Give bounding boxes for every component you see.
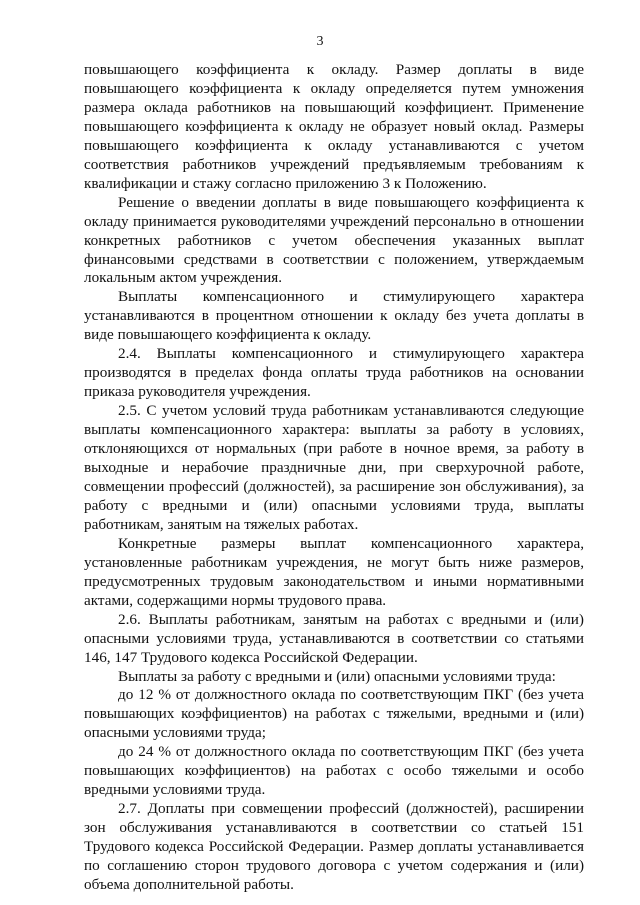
paragraph-harmful-payments-intro: Выплаты за работу с вредными и (или) опасными условиями труда: <box>118 667 556 685</box>
paragraph-coefficient-continuation: повышающего коэффициента к окладу. Размер доплаты в виде повышающего коэффициента к окладу определяется путем умножения размера оклада работников на повышающий коэффициент. Применение повышающего коэффициента к окладу не образует новый оклад. Размеры повышающего коэффициента к окладу устанавливаются с учетом соответствия работников учреждений предъявляемым требованиям к квалификации и стажу согласно приложению 3 к Положению. <box>84 61 584 192</box>
list-item-24-percent: до 24 % от должностного оклада по соответствующим ПКГ (без учета повышающих коэффициентов) на работах с особо тяжелыми и особо вредными условиями труда. <box>84 743 584 799</box>
paragraph-coefficient-decision: Решение о введении доплаты в виде повышающего коэффициента к окладу принимается руководителями учреждений персонально в отношении конкретных работников с учетом обеспечения указанных выплат финансовыми средствами в соответствии с положением, утверждаемым локальным актом учреждения. <box>84 193 584 287</box>
paragraph-2-5: 2.5. С учетом условий труда работникам устанавливаются следующие выплаты компенсационного характера: выплаты за работу в условиях, отклоняющихся от нормальных (при работе в ночное время, за работу в выходные и нерабочие праздничные дни, при сверхурочной работе, совмещении профессий (должностей), за расширение зон обслуживания), за работу с вредными и (или) опасными условиями труда, выплаты работникам, занятым на тяжелых работах. <box>84 402 584 533</box>
document-body <box>84 61 584 895</box>
page-number: 3 <box>316 34 324 49</box>
list-item-12-percent: до 12 % от должностного оклада по соответствующим ПКГ (без учета повышающих коэффициентов) на работах с тяжелыми, вредными и (или) опасными условиями труда; <box>84 686 584 742</box>
paragraph-2-7: 2.7. Доплаты при совмещении профессий (должностей), расширении зон обслуживания устанавливаются в соответствии со статьей 151 Трудового кодекса Российской Федерации. Размер доплаты устанавливается по соглашению сторон трудового договора с учетом содержания и (или) объема дополнительной работы. <box>84 800 584 893</box>
paragraph-2-6: 2.6. Выплаты работникам, занятым на работах с вредными и (или) опасными условиями труда, устанавливаются в соответствии со статьями 146, 147 Трудового кодекса Российской Федерации. <box>84 610 584 666</box>
paragraph-specific-amounts: Конкретные размеры выплат компенсационного характера, установленные работникам учреждения, не могут быть ниже размеров, предусмотренных трудовым законодательством и иными нормативными актами, содержащими нормы трудового права. <box>84 534 584 609</box>
paragraph-payments-percent: Выплаты компенсационного и стимулирующего характера устанавливаются в процентном отношении к окладу без учета доплаты в виде повышающего коэффициента к окладу. <box>84 288 584 344</box>
paragraph-2-4: 2.4. Выплаты компенсационного и стимулирующего характера производятся в пределах фонда оплаты труда работников на основании приказа руководителя учреждения. <box>84 345 584 401</box>
